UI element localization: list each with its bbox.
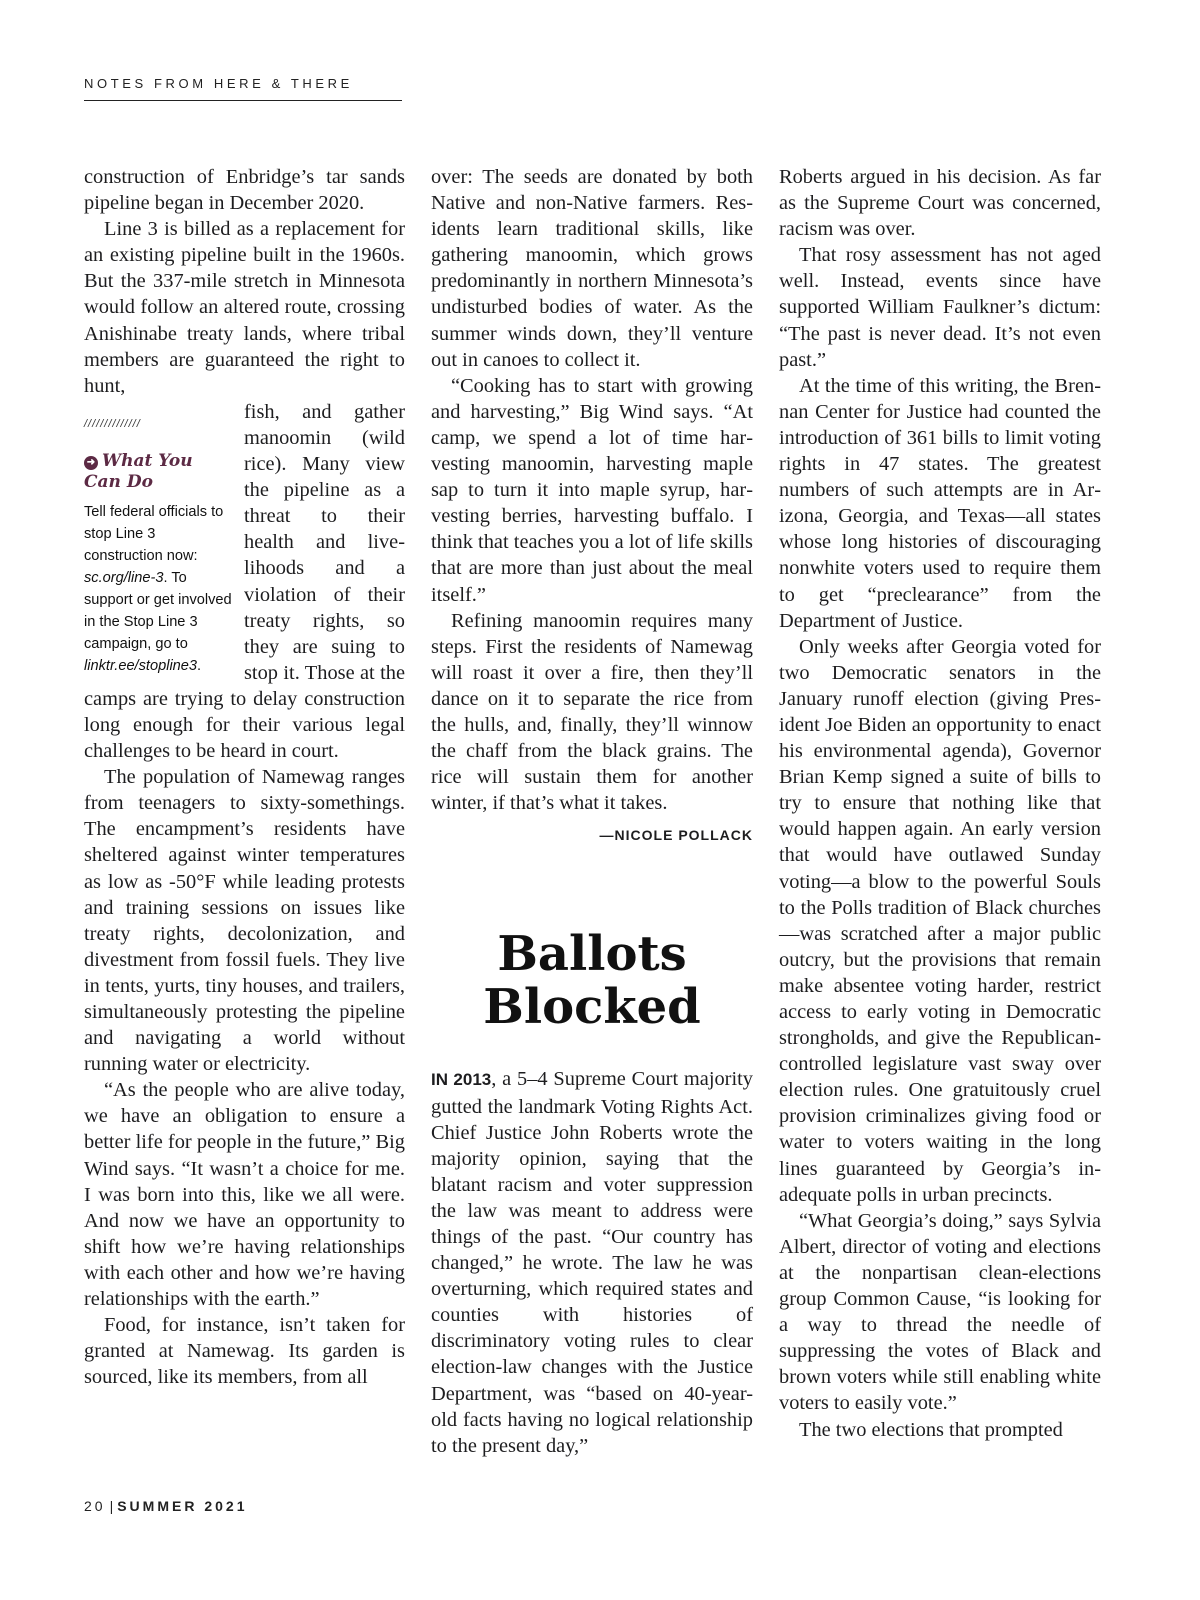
paragraph: “As the people who are alive today, we have an obligation to ensure a better life for people in the future,” Big Wind says. “It wasn’t a choice for me. I was born into this, like we all were. And now we have an opportunity to shift how we’re having relationships with each other and how we’re having relationships with the earth.” <box>84 1079 405 1311</box>
paragraph: over: The seeds are donated by both Native and non-Native farmers. Residents learn traditional skills, like gathering manoomin, which grows predominantly in northern Minnesota’s undisturbed bodies of water. As the summer winds down, they’ll venture out in canoes to collect it. <box>431 166 753 371</box>
paragraph: “Cooking has to start with growing and harvesting,” Big Wind says. “At camp, we spend a lot of time harvesting manoomin, harvesting maple sap to turn it into maple syrup, harvesting berries, harvesting buffalo. I think that teaches you a lot of life skills that are more than just about the meal itself.” <box>431 374 753 606</box>
sidebar-link-stopline3[interactable]: linktr.ee/stopline3 <box>84 657 198 674</box>
column-3 <box>779 164 1101 1443</box>
page-footer <box>84 1498 247 1514</box>
issue-label: SUMMER 2021 <box>117 1498 248 1514</box>
page-number: 20 <box>84 1498 106 1514</box>
lead-in: IN 2013 <box>431 1070 492 1090</box>
paragraph <box>431 1066 753 1458</box>
paragraph: Only weeks after Georgia voted for two Democratic senators in the January runoff election (giving President Joe Biden an opportunity to enact his environmental agenda), Governor Brian Kemp signed a suite of bills to try to ensure that nothing like that would happen again. An early version that would have outlawed Sunday voting—a blow to the powerful Souls to the Polls tradition of Black churches—was scratched after a major public outcry, but the provisions that remain make absentee voting harder, restrict access to early voting in Democratic strongholds, and give the Republican-controlled legislature vast sway over election rules. One gratuitously cruel provision criminalizes giving food or water to voters waiting in the long lines guaranteed by Georgia’s inadequate polls in urban precincts. <box>779 635 1101 1206</box>
paragraph: “What Georgia’s doing,” says Sylvia Albert, director of voting and elections at the nonpartisan clean-elections group Common Cause, “is looking for a way to thread the needle of suppressing the votes of Black and brown voters while still enabling white voters to easily vote.” <box>779 1209 1101 1415</box>
sidebar-body <box>84 501 232 677</box>
paragraph-text: , a 5–4 Supreme Court majority gutted the landmark Voting Rights Act. Chief Justice John Roberts wrote the majority opinion, saying that the blatant racism and voter suppression the law was meant to address were things of the past. “Our country has changed,” he wrote. The law he was overturning, which required states and counties with histories of discriminatory voting rules to clear election-law changes with the Justice Department, was “based on 40-year-old facts having no logical relationship to the present day,” <box>431 1068 753 1457</box>
paragraph: That rosy assessment has not aged well. Instead, events since have supported William Faulkner’s dictum: “The past is never dead. It’s not even past.” <box>779 244 1101 371</box>
footer-separator: | <box>109 1498 114 1514</box>
paragraph: At the time of this writing, the Brennan Center for Justice had counted the introduction of 361 bills to limit voting rights in 47 states. The greatest numbers of such attempts are in Arizona, Georgia, and Texas—all states whose long histories of discouraging nonwhite voters used to require them to get “preclearance” from the Department of Justice. <box>779 374 1101 632</box>
sidebar-text: Tell federal officials to stop Line 3 construction now: <box>84 503 224 564</box>
sidebar-divider: ////////////// <box>84 417 141 430</box>
what-you-can-do-sidebar <box>84 411 232 677</box>
article-headline <box>431 928 753 1034</box>
paragraph: Food, for instance, isn’t taken for granted at Namewag. Its garden is sourced, like its members, from all <box>84 1314 405 1389</box>
byline: —NICOLE POLLACK <box>599 827 753 844</box>
section-running-head: NOTES FROM HERE & THERE <box>84 76 402 101</box>
paragraph: The population of Namewag ranges from teenagers to sixty-somethings. The encampment’s residents have sheltered against winter temperatures as low as -50°F while leading protests and training sessions on issues like treaty rights, decolonization, and divestment from fossil fuels. They live in tents, yurts, tiny houses, and trailers, simultaneously protesting the pipeline and navigating a world without running water or electricity. <box>84 766 405 1076</box>
sidebar-link-line3[interactable]: sc.org/line-3 <box>84 569 164 586</box>
headline-line: Ballots <box>497 926 687 983</box>
paragraph: fish, and gather manoomin (wild rice). Many view the pipeline as a threat to their health and livelihoods and a violation of their treaty rights, so they are suing to stop it. Those at the camps are trying to delay construction long enough for their various legal challenges to be heard in court. <box>84 400 405 763</box>
arrow-circle-icon: ➜ <box>84 456 98 470</box>
paragraph: Refining manoomin requires many steps. First the residents of Namewag will roast it over a fire, then they’ll dance on it to separate the rice from the hulls, and, finally, they’ll winnow the chaff from the black grains. The rice will sustain them for another winter, if that’s what it takes. <box>431 609 753 815</box>
sidebar-text: . To support or get involved in the Stop Line 3 campaign, go to <box>84 569 232 652</box>
sidebar-heading-text: What You Can Do <box>84 450 193 492</box>
paragraph: The two elections that prompted <box>799 1418 1063 1441</box>
column-2 <box>431 164 753 1459</box>
paragraph: Line 3 is billed as a replacement for an existing pipeline built in the 1960s. But the 337-mile stretch in Minnesota would follow an altered route, crossing Anishinabe treaty lands, where tribal members are guaranteed the right to hunt, <box>84 218 405 397</box>
sidebar-heading <box>84 451 232 493</box>
paragraph: Roberts argued in his decision. As far as the Supreme Court was concerned, racism was over. <box>779 166 1101 241</box>
paragraph: construction of Enbridge’s tar sands pipeline began in December 2020. <box>84 166 405 215</box>
headline-line: Blocked <box>483 979 701 1036</box>
sidebar-text: . <box>197 657 202 674</box>
column-1 <box>84 164 405 1390</box>
